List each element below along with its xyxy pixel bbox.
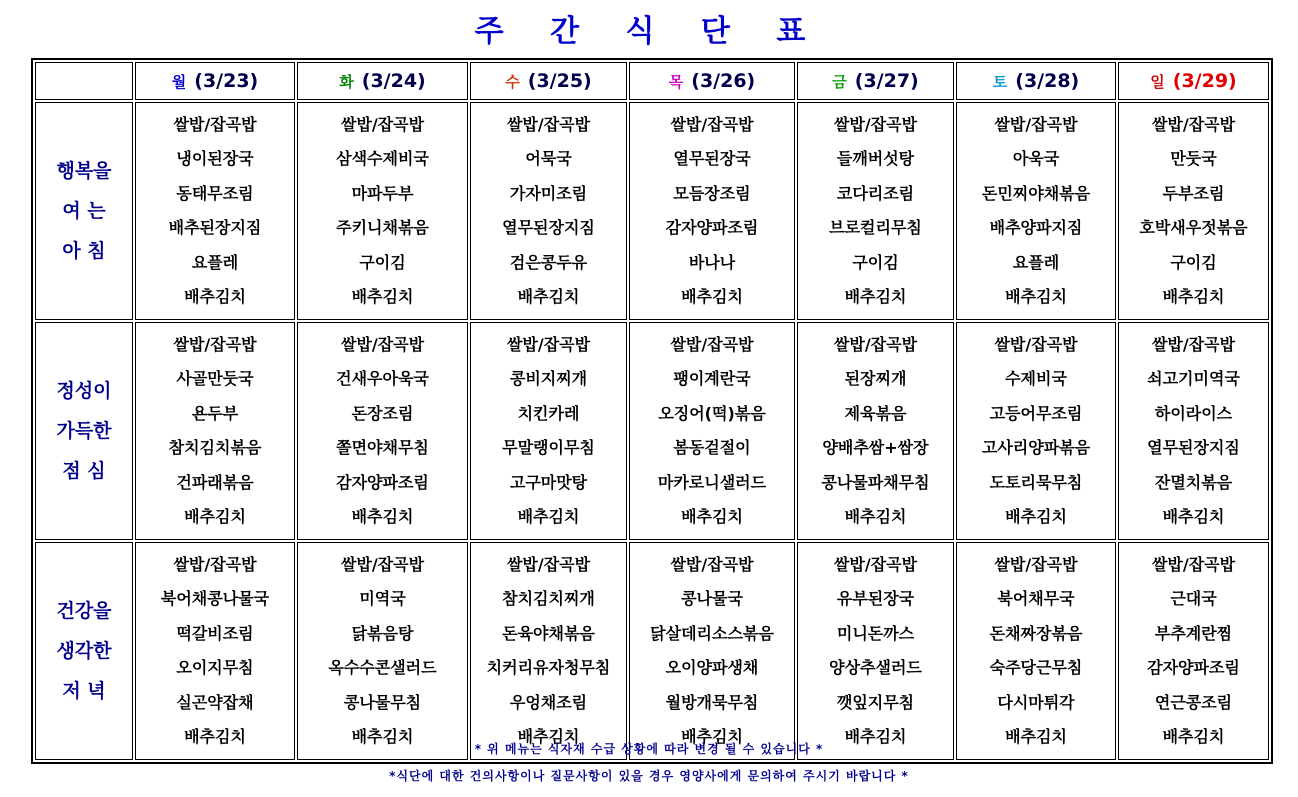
- menu-item: 쌀밥/잡곡밥: [994, 114, 1078, 134]
- menu-item: 배추김치: [1005, 507, 1067, 526]
- menu-item: 연근콩조림: [1154, 692, 1233, 712]
- menu-item: 쌀밥/잡곡밥: [670, 334, 754, 354]
- menu-item: 아욱국: [1012, 149, 1060, 168]
- menu-cell: [135, 102, 295, 320]
- menu-cell: [470, 322, 627, 540]
- menu-item: 북어채콩나물국: [160, 589, 270, 608]
- menu-item: 참치김치찌개: [502, 589, 595, 608]
- meal-label-line: 생각한: [56, 640, 112, 662]
- meal-label-dinner: [35, 542, 133, 760]
- menu-cell: [629, 102, 795, 320]
- day-date: (3/28): [1015, 70, 1080, 92]
- menu-cell: [297, 322, 468, 540]
- menu-item: 욘두부: [191, 403, 239, 423]
- menu-item: 쌀밥/잡곡밥: [1151, 114, 1236, 134]
- day-header-thu: [629, 62, 795, 100]
- menu-item: 삼색수제비국: [336, 149, 429, 168]
- meal-label-line: 여 는: [62, 200, 106, 222]
- menu-item: 콩나물파채무침: [821, 472, 930, 492]
- menu-cell: [135, 322, 295, 540]
- menu-item: 돈육야채볶음: [502, 623, 595, 643]
- menu-item: 코다리조림: [836, 183, 915, 203]
- meal-label-line: 정성이: [56, 380, 112, 402]
- menu-item: 옥수수콘샐러드: [328, 658, 437, 677]
- menu-item: 쌀밥/잡곡밥: [994, 334, 1078, 354]
- menu-item: 사골만둣국: [176, 369, 254, 388]
- menu-cell: [1118, 322, 1269, 540]
- menu-item: 쌀밥/잡곡밥: [833, 114, 918, 134]
- menu-item: 쌀밥/잡곡밥: [670, 114, 754, 134]
- menu-cell: [470, 102, 627, 320]
- meal-label-breakfast: [35, 102, 133, 320]
- menu-item: 쌀밥/잡곡밥: [340, 334, 425, 354]
- menu-cell: [797, 542, 954, 760]
- menu-item: 쌀밥/잡곡밥: [833, 554, 918, 574]
- menu-item: 배추된장지짐: [168, 218, 262, 237]
- menu-item: 근대국: [1170, 589, 1217, 608]
- day-icon: 목: [668, 73, 684, 91]
- day-icon: 토: [992, 73, 1008, 91]
- menu-item: 주키니채볶음: [336, 218, 429, 237]
- meal-label-line: 가득한: [56, 420, 112, 442]
- menu-item: 냉이된장국: [176, 149, 254, 168]
- menu-item: 배추김치: [1162, 507, 1225, 526]
- menu-item: 배추김치: [681, 507, 743, 526]
- day-header-fri: [797, 62, 954, 100]
- menu-item: 검은콩두유: [509, 252, 588, 272]
- day-icon: 금: [832, 73, 847, 91]
- day-header-wed: [470, 62, 627, 100]
- menu-item: 배추김치: [681, 727, 743, 746]
- menu-item: 쌀밥/잡곡밥: [340, 554, 425, 574]
- meal-row-breakfast: [35, 102, 1269, 320]
- menu-item: 오징어(떡)볶음: [658, 403, 766, 423]
- menu-item: 배추김치: [1162, 727, 1225, 746]
- menu-item: 쌀밥/잡곡밥: [670, 554, 754, 574]
- menu-item: 구이김: [1170, 252, 1217, 272]
- day-date: (3/25): [527, 70, 592, 92]
- menu-item: 돈민찌야채볶음: [981, 183, 1091, 203]
- menu-cell: [470, 542, 627, 760]
- menu-item: 쌀밥/잡곡밥: [833, 334, 918, 354]
- menu-item: 쌀밥/잡곡밥: [506, 554, 591, 574]
- menu-item: 감자양파조림: [336, 472, 429, 492]
- meal-row-dinner: [35, 542, 1269, 760]
- menu-item: 구이김: [359, 252, 406, 272]
- menu-item: 쌀밥/잡곡밥: [506, 334, 591, 354]
- menu-item: 제육볶음: [844, 403, 907, 423]
- menu-item: 미니돈까스: [836, 623, 915, 643]
- menu-item: 가자미조림: [509, 183, 588, 203]
- menu-item: 우엉채조림: [509, 692, 588, 712]
- menu-item: 유부된장국: [836, 589, 915, 608]
- menu-cell: [956, 542, 1116, 760]
- menu-item: 닭살데리소스볶음: [650, 623, 774, 643]
- menu-item: 쇠고기미역국: [1147, 369, 1240, 388]
- menu-item: 배추김치: [184, 507, 246, 526]
- menu-item: 배추김치: [844, 287, 907, 306]
- menu-item: 배추김치: [844, 727, 907, 746]
- menu-item: 감자양파조림: [665, 218, 759, 237]
- menu-item: 호박새우젓볶음: [1139, 218, 1248, 237]
- menu-item: 동태무조림: [176, 183, 254, 203]
- menu-item: 수제비국: [1005, 369, 1067, 388]
- menu-item: 도토리묵무침: [989, 472, 1083, 492]
- day-icon: 수: [505, 73, 520, 91]
- menu-item: 오이양파생채: [665, 658, 759, 677]
- menu-item: 부추계란찜: [1154, 623, 1233, 643]
- menu-item: 열무된장국: [673, 149, 751, 168]
- menu-item: 다시마튀각: [997, 692, 1075, 712]
- menu-item: 양배추쌈+쌈장: [822, 438, 929, 457]
- meal-label-lunch: [35, 322, 133, 540]
- menu-item: 어묵국: [525, 149, 572, 168]
- menu-item: 감자양파조림: [1147, 658, 1240, 677]
- menu-cell: [297, 542, 468, 760]
- menu-cell: [297, 102, 468, 320]
- menu-cell: [135, 542, 295, 760]
- notice-change: * 위 메뉴는 식자재 수급 상황에 따라 변경 될 수 있습니다 *: [474, 742, 824, 756]
- menu-item: 쌀밥/잡곡밥: [173, 334, 257, 354]
- menu-item: 배추김치: [351, 507, 414, 526]
- day-date: (3/24): [361, 70, 426, 92]
- menu-item: 건새우아욱국: [336, 369, 429, 388]
- menu-item: 콩나물국: [681, 589, 743, 608]
- menu-item: 요플레: [191, 252, 239, 272]
- menu-item: 배추김치: [184, 287, 246, 306]
- menu-cell: [956, 322, 1116, 540]
- menu-item: 떡갈비조림: [176, 623, 254, 643]
- menu-cell: [629, 542, 795, 760]
- menu-item: 모듬장조림: [673, 183, 751, 203]
- menu-item: 쌀밥/잡곡밥: [1151, 554, 1236, 574]
- menu-item: 마카로니샐러드: [657, 472, 767, 492]
- menu-item: 돈장조림: [351, 403, 414, 423]
- menu-item: 양상추샐러드: [829, 658, 922, 677]
- menu-item: 치커리유자청무침: [486, 658, 611, 677]
- menu-item: 오이지무침: [176, 658, 254, 677]
- menu-item: 깻잎지무침: [836, 692, 915, 712]
- menu-item: 만둣국: [1170, 149, 1217, 168]
- menu-item: 실곤약잡채: [176, 692, 254, 712]
- menu-item: 쌀밥/잡곡밥: [506, 114, 591, 134]
- menu-item: 하이라이스: [1154, 403, 1233, 423]
- menu-item: 배추김치: [517, 727, 580, 746]
- menu-item: 두부조림: [1162, 183, 1225, 203]
- menu-item: 배추김치: [184, 727, 246, 746]
- menu-item: 배추김치: [1005, 287, 1067, 306]
- day-header-mon: [135, 62, 295, 100]
- menu-item: 배추김치: [1005, 727, 1067, 746]
- day-header-sat: [956, 62, 1116, 100]
- corner-cell: [35, 62, 133, 100]
- menu-item: 구이김: [852, 252, 899, 272]
- menu-cell: [797, 322, 954, 540]
- menu-item: 미역국: [359, 589, 406, 608]
- menu-cell: [797, 102, 954, 320]
- menu-item: 배추김치: [517, 287, 580, 306]
- menu-item: 배추김치: [351, 287, 414, 306]
- day-date: (3/26): [691, 70, 756, 92]
- menu-cell: [1118, 102, 1269, 320]
- page-title: 주 간 식 단 표: [474, 14, 824, 49]
- weekly-menu-table: [31, 58, 1273, 764]
- menu-item: 열무된장지짐: [1147, 438, 1240, 457]
- day-icon: 월: [171, 73, 187, 91]
- menu-item: 쌀밥/잡곡밥: [1151, 334, 1236, 354]
- menu-item: 고등어무조림: [989, 403, 1083, 423]
- menu-item: 배추김치: [681, 287, 743, 306]
- menu-item: 치킨카레: [517, 403, 580, 423]
- notice-inquiry: *식단에 대한 건의사항이나 질문사항이 있을 경우 영양사에게 문의하여 주시기 바랍니다 *: [389, 769, 909, 783]
- menu-item: 마파두부: [351, 183, 414, 203]
- menu-item: 쌀밥/잡곡밥: [994, 554, 1078, 574]
- menu-item: 참치김치볶음: [168, 438, 262, 457]
- menu-item: 쌀밥/잡곡밥: [173, 554, 257, 574]
- day-date: (3/23): [194, 70, 259, 92]
- menu-item: 건파래볶음: [176, 472, 254, 492]
- menu-item: 북어채무국: [997, 589, 1075, 608]
- menu-item: 배추김치: [844, 507, 907, 526]
- menu-item: 쌀밥/잡곡밥: [173, 114, 257, 134]
- menu-item: 된장찌개: [844, 369, 907, 388]
- menu-item: 고사리양파볶음: [981, 438, 1091, 457]
- day-icon: 화: [339, 73, 354, 91]
- menu-item: 월방개묵무침: [665, 692, 759, 712]
- menu-item: 콩비지찌개: [509, 369, 588, 388]
- menu-item: 배추김치: [1162, 287, 1225, 306]
- day-icon: 일: [1150, 73, 1165, 91]
- meal-label-line: 저 녁: [62, 680, 106, 702]
- menu-item: 숙주당근무침: [989, 658, 1083, 677]
- menu-item: 들깨버섯탕: [836, 149, 915, 168]
- meal-label-line: 행복을: [56, 160, 112, 182]
- meal-row-lunch: [35, 322, 1269, 540]
- menu-item: 쌀밥/잡곡밥: [340, 114, 425, 134]
- menu-item: 무말랭이무침: [502, 438, 595, 457]
- menu-item: 브로컬리무침: [829, 218, 922, 237]
- day-header-tue: [297, 62, 468, 100]
- meal-label-line: 아 침: [62, 240, 106, 262]
- menu-item: 돈채짜장볶음: [989, 623, 1083, 643]
- menu-item: 열무된장지짐: [502, 218, 595, 237]
- menu-item: 요플레: [1012, 252, 1060, 272]
- menu-item: 배추김치: [517, 507, 580, 526]
- menu-cell: [629, 322, 795, 540]
- menu-item: 쫄면야채무침: [336, 438, 429, 457]
- menu-cell: [956, 102, 1116, 320]
- menu-cell: [1118, 542, 1269, 760]
- menu-item: 봄동겉절이: [673, 438, 751, 457]
- menu-item: 잔멸치볶음: [1154, 472, 1233, 492]
- day-date: (3/27): [854, 70, 919, 92]
- menu-item: 고구마맛탕: [509, 472, 588, 492]
- menu-item: 바나나: [688, 252, 736, 272]
- menu-item: 팽이계란국: [673, 369, 751, 388]
- day-date: (3/29): [1172, 70, 1237, 92]
- menu-item: 닭볶음탕: [351, 623, 414, 643]
- meal-label-line: 건강을: [56, 600, 112, 622]
- menu-item: 콩나물무침: [343, 692, 422, 712]
- menu-item: 배추김치: [351, 727, 414, 746]
- header-row: [35, 62, 1269, 100]
- menu-item: 배추양파지짐: [989, 218, 1083, 237]
- meal-label-line: 점 심: [62, 460, 106, 482]
- day-header-sun: [1118, 62, 1269, 100]
